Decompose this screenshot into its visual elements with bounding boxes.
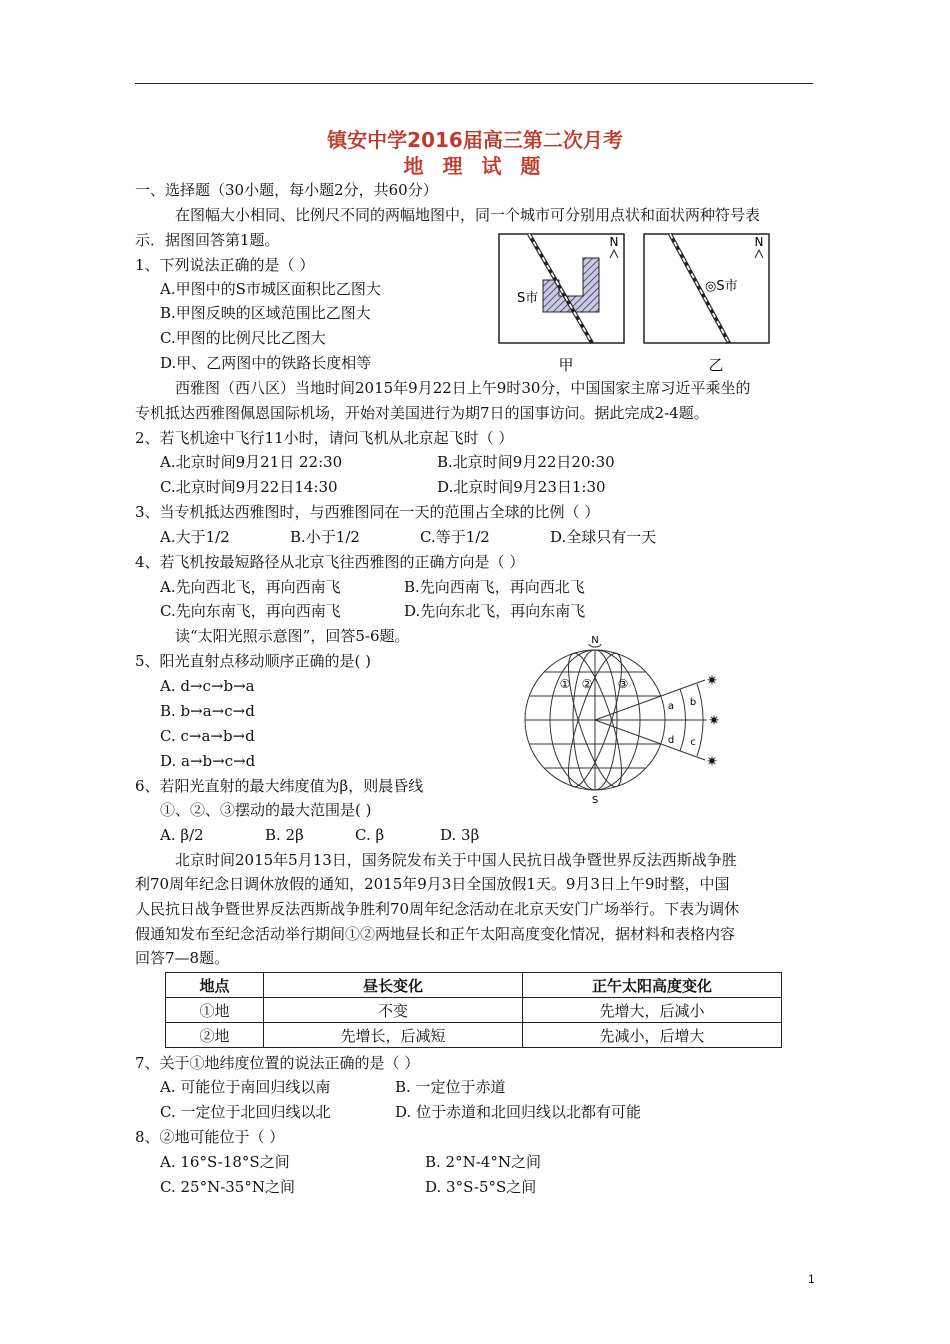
intro4-line5: 回答7—8题。: [135, 949, 230, 967]
globe-circle3-label: ③: [617, 677, 629, 691]
q8-option-b: B. 2°N-4°N之间: [425, 1153, 541, 1171]
q8-stem: 8、②地可能位于（ ）: [135, 1128, 285, 1146]
q7-option-c: C. 一定位于北回归线以北: [160, 1103, 331, 1121]
sun-icon: ✷: [708, 713, 720, 729]
q3-option-c: C.等于1/2: [420, 528, 490, 546]
angle-a-label: a: [667, 701, 675, 712]
top-rule: [135, 83, 813, 84]
intro4-line1: 北京时间2015年5月13日，国务院发布关于中国人民抗日战争暨世界反法西斯战争胜: [175, 851, 737, 869]
q5-option-d: D. a→b→c→d: [160, 752, 256, 770]
intro2-line2: 专机抵达西雅图佩恩国际机场，开始对美国进行为期7日的国事访问。据此完成2-4题。: [135, 404, 709, 422]
daylength-table: [165, 972, 782, 1048]
q2-stem: 2、若飞机途中飞行11小时，请问飞机从北京起飞时（ ）: [135, 429, 514, 447]
intro1-line2: 示．据图回答第1题。: [135, 231, 280, 249]
intro2-line1: 西雅图（西八区）当地时间2015年9月22日上午9时30分，中国国家主席习近平乘坐的: [175, 379, 751, 397]
table-row: [166, 998, 782, 1023]
q8-option-d: D. 3°S-5°S之间: [425, 1178, 537, 1196]
q1-option-d: D.甲、乙两图中的铁路长度相等: [160, 354, 372, 372]
q2-option-b: B.北京时间9月22日20:30: [437, 453, 615, 471]
sunlight-globe-figure: [515, 630, 725, 810]
intro4-line3: 人民抗日战争暨世界反法西斯战争胜利70周年纪念活动在北京天安门广场举行。下表为调休: [135, 900, 740, 918]
sun-icons: [706, 673, 720, 770]
sun-icon: ✷: [706, 673, 718, 689]
q6-option-b: B. 2β: [265, 826, 304, 844]
table-cell: 先增大，后减小: [523, 998, 782, 1023]
q1-option-b: B.甲图反映的区域范围比乙图大: [160, 304, 371, 322]
q2-option-c: C.北京时间9月22日14:30: [160, 478, 338, 496]
map-left-caption: 甲: [558, 356, 574, 374]
table-cell: ②地: [166, 1023, 264, 1048]
angle-c-label: c: [690, 737, 696, 748]
map-right-city-label: ◎S市: [705, 279, 738, 294]
table-cell: 不变: [264, 998, 523, 1023]
intro4-line2: 利70周年纪念日调休放假的通知，2015年9月3日全国放假1天。9月3日上午9时整，中国: [135, 875, 730, 893]
page-title: 镇安中学2016届高三第二次月考: [327, 128, 623, 152]
table-header: 地点: [166, 973, 264, 998]
q6-stem-line1: 6、若阳光直射的最大纬度值为β，则晨昏线: [135, 777, 424, 795]
angle-d-label: d: [667, 735, 675, 746]
table-header: 正午太阳高度变化: [523, 973, 782, 998]
q6-option-d: D. 3β: [440, 826, 480, 844]
q4-option-d: D.先向东北飞，再向东南飞: [404, 602, 586, 620]
q1-option-c: C.甲图的比例尺比乙图大: [160, 329, 326, 347]
q6-option-c: C. β: [355, 826, 385, 844]
section-heading: 一、选择题（30小题，每小题2分，共60分）: [135, 181, 438, 199]
q8-option-a: A. 16°S-18°S之间: [160, 1153, 290, 1171]
q3-option-d: D.全球只有一天: [550, 528, 657, 546]
q5-option-b: B. b→a→c→d: [160, 702, 255, 720]
table-cell: 先减小，后增大: [523, 1023, 782, 1048]
page-subtitle: 地 理 试 题: [403, 154, 547, 178]
q7-option-b: B. 一定位于赤道: [395, 1078, 506, 1096]
q8-option-c: C. 25°N-35°N之间: [160, 1178, 295, 1196]
q4-stem: 4、若飞机按最短路径从北京飞往西雅图的正确方向是（ ）: [135, 553, 525, 571]
map-figure: [495, 228, 780, 378]
globe-south-label: S: [591, 795, 599, 806]
globe-north-label: N: [591, 635, 599, 646]
table-header: 昼长变化: [264, 973, 523, 998]
table-header-row: [166, 973, 782, 998]
q6-stem-line2: ①、②、③摆动的最大范围是( ): [160, 801, 372, 819]
map-right-caption: 乙: [708, 356, 724, 374]
q3-option-a: A.大于1/2: [160, 528, 230, 546]
q3-stem: 3、当专机抵达西雅图时，与西雅图同在一天的范围占全球的比例（ ）: [135, 503, 600, 521]
q5-option-c: C. c→a→b→d: [160, 727, 255, 745]
intro3: 读“太阳光照示意图”，回答5-6题。: [175, 627, 410, 645]
q7-stem: 7、关于①地纬度位置的说法正确的是（ ）: [135, 1054, 420, 1072]
q7-option-d: D. 位于赤道和北回归线以北都有可能: [395, 1103, 642, 1121]
map-left-city-label: S市: [517, 291, 539, 306]
q6-option-a: A. β/2: [160, 826, 204, 844]
q1-option-a: A.甲图中的S市城区面积比乙图大: [160, 280, 381, 298]
table-row: [166, 1023, 782, 1048]
q5-option-a: A. d→c→b→a: [160, 677, 255, 695]
angle-b-label: b: [689, 697, 697, 708]
globe-circle2-label: ②: [581, 677, 593, 691]
q1-stem: 1、下列说法正确的是（ ）: [135, 256, 315, 274]
q2-option-d: D.北京时间9月23日1:30: [437, 478, 606, 496]
table-cell: ①地: [166, 998, 264, 1023]
intro4-line4: 假通知发布至纪念活动举行期间①②两地昼长和正午太阳高度变化情况，据材料和表格内容: [135, 925, 736, 943]
q3-option-b: B.小于1/2: [290, 528, 360, 546]
map-right-north-label: N: [754, 235, 764, 249]
table-cell: 先增长，后减短: [264, 1023, 523, 1048]
sun-icon: ✷: [706, 754, 718, 770]
q4-option-a: A.先向西北飞，再向西南飞: [160, 578, 341, 596]
map-left-north-label: N: [609, 235, 619, 249]
q5-stem: 5、阳光直射点移动顺序正确的是( ): [135, 652, 372, 670]
intro1-line1: 在图幅大小相同、比例尺不同的两幅地图中，同一个城市可分别用点状和面状两种符号表: [175, 206, 761, 224]
globe-circle1-label: ①: [559, 677, 571, 691]
q7-option-a: A. 可能位于南回归线以南: [160, 1078, 331, 1096]
q4-option-c: C.先向东南飞，再向西南飞: [160, 602, 341, 620]
q2-option-a: A.北京时间9月21日 22:30: [160, 453, 343, 471]
page-number: 1: [808, 1272, 815, 1286]
q4-option-b: B.先向西南飞，再向西北飞: [404, 578, 585, 596]
